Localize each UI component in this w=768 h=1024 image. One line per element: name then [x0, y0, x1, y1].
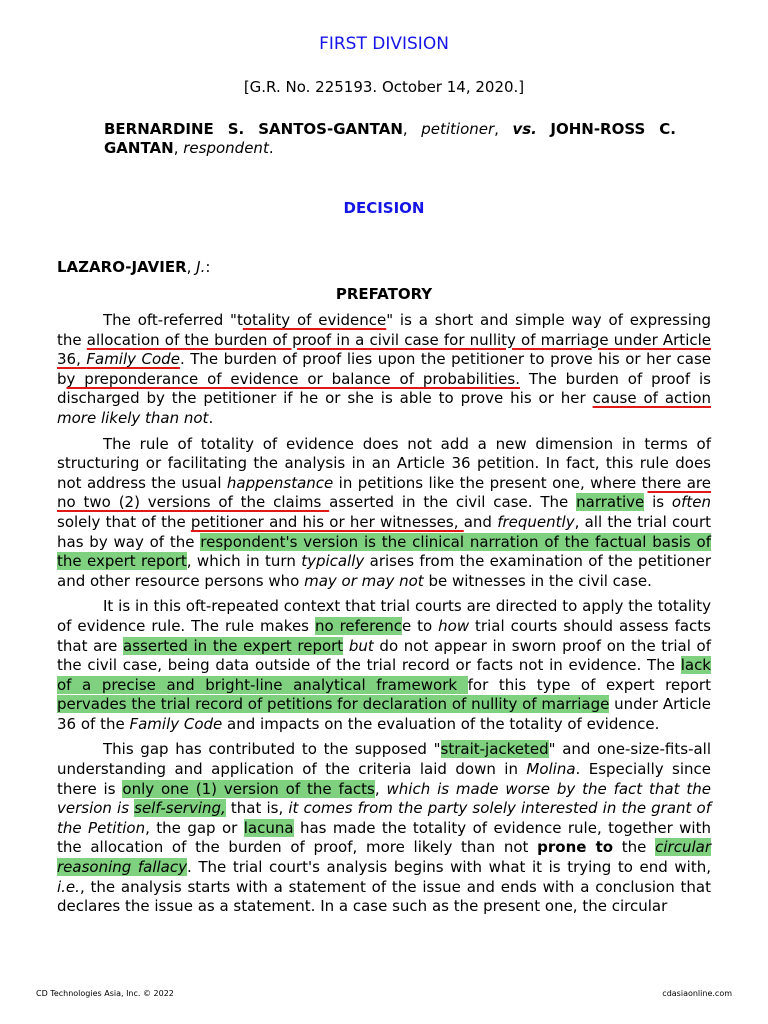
footer-copyright: CD Technologies Asia, Inc. © 2022 [36, 989, 174, 998]
case-parties: BERNARDINE S. SANTOS-GANTAN, petitioner, vs. JOHN-ROSS C. GANTAN, respondent. [104, 120, 676, 157]
annotated-highlight: strait-jacketed [440, 740, 549, 759]
italic-run: but [348, 636, 374, 655]
italic-run: typically [301, 552, 365, 571]
text-run: the [613, 838, 656, 857]
italic-run: i.e. [57, 877, 80, 896]
text-run: The rule of totality of evidence does not add a new dimension in terms of structuring or facilitating the analysis in an Article 36 petition. In fact, this rule does not address the usual [57, 434, 711, 492]
paragraph-4 [57, 740, 711, 916]
text-run: e to [401, 616, 439, 635]
italic-run: Molina [526, 760, 576, 779]
annotated-underline: petitioner and his or her witnesses, [190, 512, 464, 531]
text-run: The burden of proof is discharged by the petitioner if he or she is able to prove his or her [57, 369, 711, 408]
annotated-highlight: no referenc [314, 616, 402, 635]
case-number: [G.R. No. 225193. October 14, 2020.] [243, 78, 525, 96]
text-run: and impacts on the evaluation of the totality of evidence. [222, 714, 660, 733]
text-run: , which in turn [186, 552, 302, 571]
text-run: , [374, 779, 387, 798]
text-run: do not appear in sworn proof on the trial of the civil case, being data outside of the trial record or facts not in evidence. The [57, 636, 711, 675]
text-run: and [463, 512, 498, 531]
text-run: in petitions like the present one, where t [333, 473, 648, 492]
text-run: " is a short and simple way of expressing the [57, 311, 711, 349]
italic-run: more likely than not [57, 408, 209, 427]
paragraph-2 [57, 435, 711, 592]
ponente-name: LAZARO-JAVIER [57, 258, 187, 276]
paragraph-3 [57, 597, 711, 734]
text-run: , all the trial court has by way of the [57, 512, 711, 551]
petitioner-role: petitioner [421, 120, 495, 138]
italic-run: frequently [497, 512, 575, 531]
decision-body [57, 311, 711, 923]
annotated-highlight: self-serving, [134, 799, 226, 818]
annotated-highlight: lacuna [243, 818, 294, 837]
annotated-underline: y preponderance of evidence or balance of probabilities. [66, 369, 520, 388]
paragraph-1 [57, 311, 711, 429]
text-run: , the analysis starts with a statement of the issue and ends with a conclusion that declares the issue as a statement. In a case such as the present one, the circular [57, 877, 711, 916]
italic-run: often [671, 493, 711, 512]
text-run: . Especially since there is [57, 760, 712, 798]
annotated-highlight: lack of a precise and bright-line analytical framework [57, 656, 711, 694]
annotated-underline: otality of evidence [242, 311, 387, 329]
text-run: . [208, 408, 214, 427]
text-run: asserted in the civil case. The [329, 493, 577, 512]
text-run: The oft-referred "t [103, 311, 243, 329]
text-run: under Article 36 of the [57, 695, 711, 733]
text-run: solely that of the [57, 512, 191, 531]
text-run: arises from the examination of the petitioner and other resource persons who [57, 552, 711, 590]
ponente-line: LAZARO-JAVIER, J.: [57, 258, 211, 276]
italic-run: which is made worse by the fact that the version is [57, 779, 711, 818]
text-run: that is, [225, 799, 289, 818]
italic-run: it comes from the party solely interested in the grant of the Petition [57, 799, 711, 837]
annotated-underline: Family Code [86, 350, 180, 369]
text-run: for this type of expert report [467, 675, 711, 694]
division-heading: FIRST DIVISION [319, 34, 449, 54]
annotated-underline: allocation of the burden of proof in a civil case for nullity of marriage under Article 36, [57, 330, 712, 369]
respondent-role: respondent [183, 139, 269, 157]
text-run: be witnesses in the civil case. [423, 571, 652, 590]
petitioner-name: BERNARDINE S. SANTOS-GANTAN [104, 120, 403, 138]
text-run: , the gap or [145, 818, 244, 837]
text-run: trial courts should assess facts that are [57, 616, 711, 655]
versus-label: vs. [512, 120, 537, 138]
text-run: . The trial court's analysis begins with what it is trying to end with, [187, 858, 711, 877]
annotated-highlight: only one (1) version of the facts [122, 779, 375, 798]
ponente-suffix: J. [196, 258, 206, 276]
text-run: is [644, 493, 672, 512]
text-run: . The burden of proof lies upon the petitioner to prove his or her case b [57, 350, 711, 388]
respondent-name: JOHN-ROSS C. GANTAN [104, 120, 676, 157]
annotated-highlight: circular reasoning fallacy [57, 838, 711, 877]
text-run: has made the totality of evidence rule, together with the allocation of the burden of proof, more likely than not [57, 818, 711, 857]
annotated-highlight: pervades the trial record of petitions for declaration of nullity of marriage [57, 695, 610, 714]
text-run: This gap has contributed to the supposed " [103, 740, 441, 759]
text-run: " and one-size-fits-all understanding and application of the criteria laid down in [57, 740, 712, 779]
italic-run: happenstance [226, 473, 334, 492]
annotated-underline: cause of action [592, 389, 712, 408]
section-title: PREFATORY [335, 285, 433, 303]
footer-website[interactable]: cdasiaonline.com [662, 989, 732, 998]
annotated-highlight: asserted in the expert report [123, 636, 344, 655]
italic-run: how [438, 616, 470, 635]
bold-run: prone to [537, 838, 614, 857]
annotated-highlight: narrative [576, 493, 645, 512]
italic-run: may or may not [304, 571, 424, 590]
annotated-underline: here are no two (2) versions of the claims [57, 473, 711, 512]
decision-title: DECISION [343, 199, 425, 217]
text-run: It is in this oft-repeated context that trial courts are directed to apply the totality of evidence rule. The rule makes [57, 597, 711, 635]
annotated-highlight: respondent's version is the clinical narration of the factual basis of the expert report [57, 532, 711, 571]
italic-run: Family Code [129, 714, 223, 733]
